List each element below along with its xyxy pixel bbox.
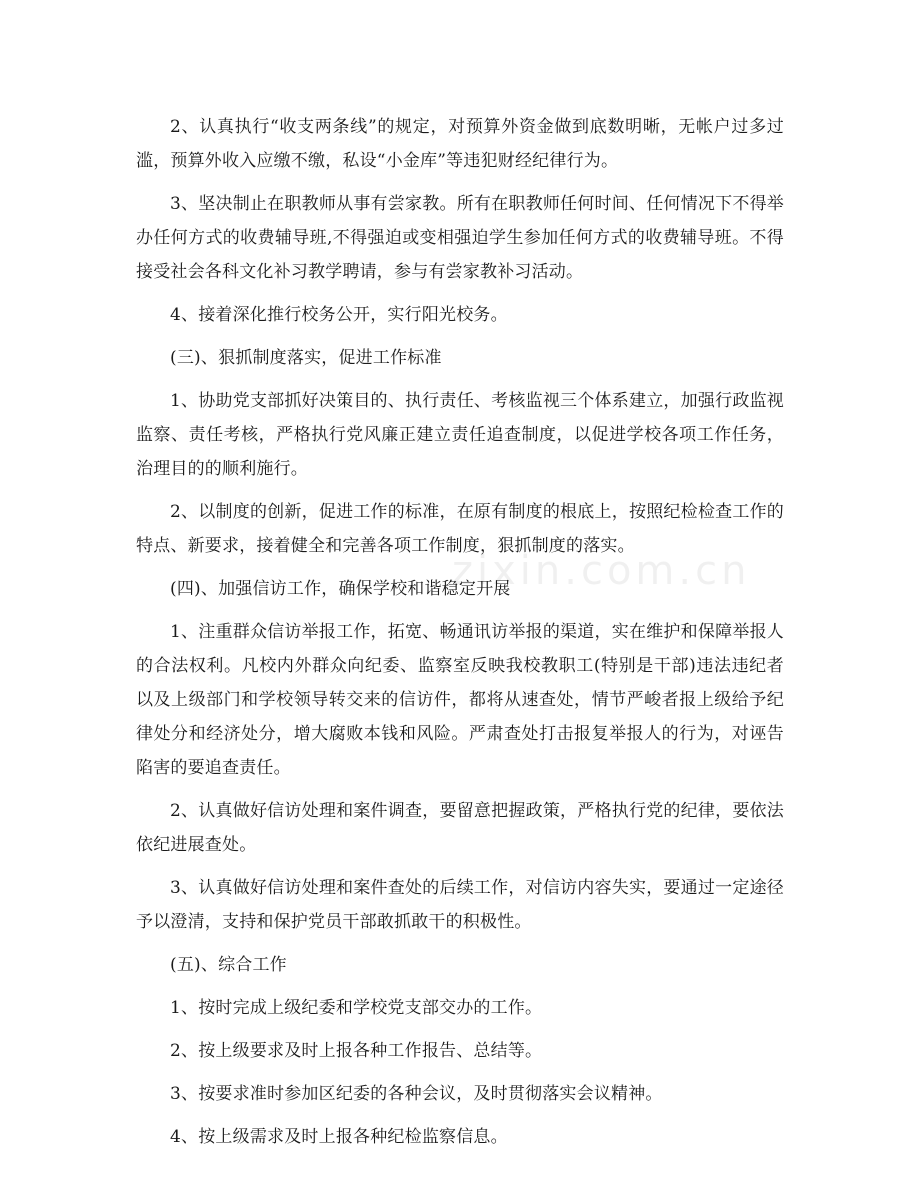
paragraph-8: 3、认真做好信访处理和案件查处的后续工作，对信访内容失实，要通过一定途径予以澄清，支持和保护党员干部敢抓敢干的积极性。	[136, 878, 784, 932]
paragraph-6: 1、注重群众信访举报工作，拓宽、畅通讯访举报的渠道，实在维护和保障举报人的合法权利。凡校内外群众向纪委、监察室反映我校教职工(特别是干部)违法违纪者以及上级部门和学校领导转交来的信访件，都将从速查处，情节严峻者报上级给予纪律处分和经济处分，增大腐败本钱和风险。严肃查处打击报复举报人的行为，对诬告陷害的要追查责任。	[136, 622, 784, 778]
paragraph-4: 1、协助党支部抓好决策目的、执行责任、考核监视三个体系建立，加强行政监视监察、责任考核，严格执行党风廉正建立责任追查制度，以促进学校各项工作任务，治理目的的顺利施行。	[136, 391, 784, 479]
watermark-text: zixin.com.cn	[452, 548, 751, 594]
section-heading-5: (五)、综合工作	[170, 955, 287, 975]
paragraph-11: 3、按要求准时参加区纪委的各种会议，及时贯彻落实会议精神。	[170, 1084, 663, 1104]
paragraph-1: 2、认真执行“收支两条线”的规定，对预算外资金做到底数明晰，无帐户过多过滥，预算外收入应缴不缴，私设“小金库”等违犯财经纪律行为。	[136, 117, 784, 171]
paragraph-7: 2、认真做好信访处理和案件调查，要留意把握政策，严格执行党的纪律，要依法依纪进展查处。	[136, 801, 784, 855]
paragraph-3: 4、接着深化推行校务公开，实行阳光校务。	[170, 305, 508, 325]
paragraph-9: 1、按时完成上级纪委和学校党支部交办的工作。	[170, 998, 543, 1018]
paragraph-2: 3、坚决制止在职教师从事有尝家教。所有在职教师任何时间、任何情况下不得举办任何方式的收费辅导班,不得强迫或变相强迫学生参加任何方式的收费辅导班。不得接受社会各科文化补习教学聘请，参与有尝家教补习活动。	[136, 194, 784, 282]
paragraph-5: 2、以制度的创新，促进工作的标准，在原有制度的根底上，按照纪检检查工作的特点、新要求，接着健全和完善各项工作制度，狠抓制度的落实。	[136, 502, 784, 556]
section-heading-4: (四)、加强信访工作，确保学校和谐稳定开展	[170, 579, 511, 599]
paragraph-10: 2、按上级要求及时上报各种工作报告、总结等。	[170, 1041, 543, 1061]
paragraph-12: 4、按上级需求及时上报各种纪检监察信息。	[170, 1127, 508, 1147]
document-body	[136, 110, 784, 1163]
section-heading-3: (三)、狠抓制度落实，促进工作标准	[170, 348, 442, 368]
